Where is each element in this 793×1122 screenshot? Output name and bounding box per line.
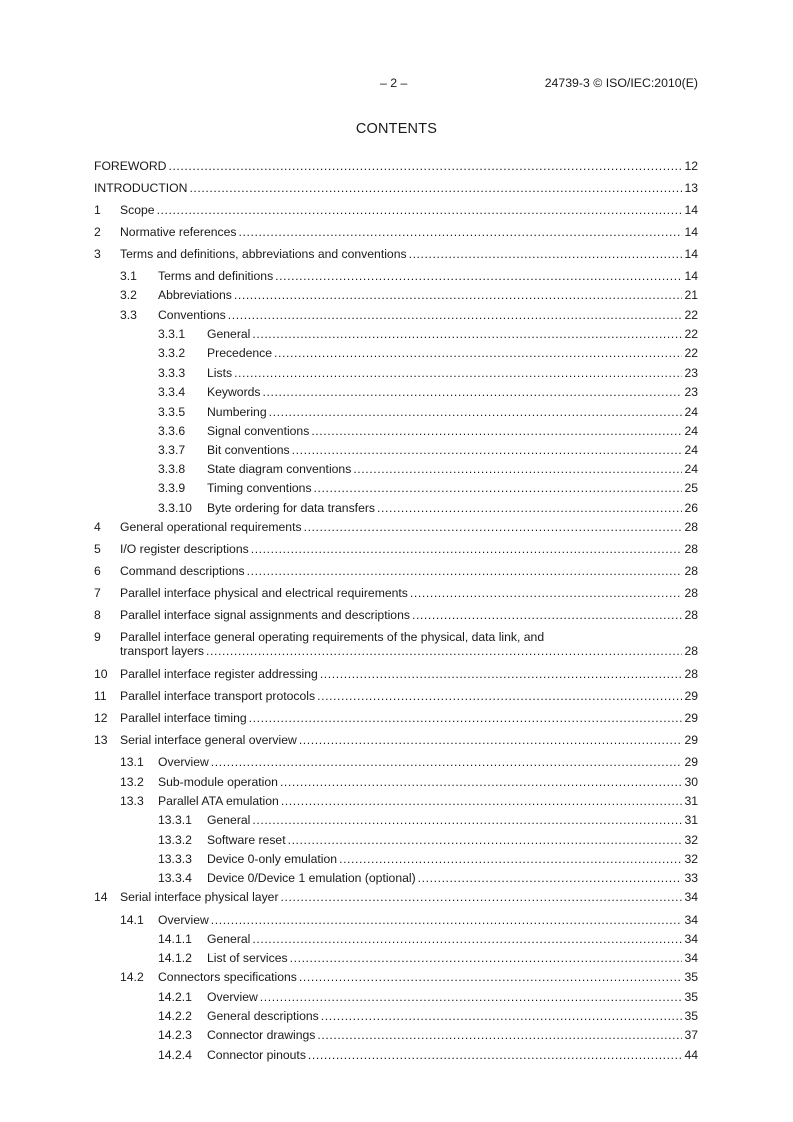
- toc-entry-number: 13: [94, 733, 108, 747]
- toc-entry[interactable]: [94, 890, 698, 904]
- toc-entry[interactable]: [94, 269, 698, 283]
- toc-dot-leader: [377, 501, 682, 515]
- toc-dot-leader: [288, 833, 683, 847]
- toc-entry-number: 14.2.2: [158, 1009, 192, 1023]
- toc-entry-title: State diagram conventions: [207, 462, 352, 476]
- toc-entry[interactable]: [94, 630, 698, 658]
- toc-entry-number: 3: [94, 247, 101, 261]
- toc-dot-leader: [292, 443, 683, 457]
- toc-entry-title: Conventions: [158, 308, 226, 322]
- toc-entry-number: 14.1.2: [158, 951, 192, 965]
- toc-entry-title: Numbering: [207, 405, 267, 419]
- toc-entry-title: List of services: [207, 951, 288, 965]
- toc-dot-leader: [234, 288, 683, 302]
- toc-entry[interactable]: [94, 366, 698, 380]
- toc-entry[interactable]: [94, 424, 698, 438]
- toc-entry-number: 14.2.4: [158, 1048, 192, 1062]
- toc-entry-title: INTRODUCTION: [94, 181, 188, 195]
- toc-entry[interactable]: [94, 308, 698, 322]
- toc-entry-number: 3.3.10: [158, 501, 192, 515]
- toc-entry-title: Command descriptions: [120, 564, 245, 578]
- toc-entry-number: 11: [94, 689, 107, 703]
- toc-entry-number: 3.1: [120, 269, 137, 283]
- toc-entry-page: 34: [684, 913, 698, 927]
- toc-entry-page: 28: [684, 520, 698, 534]
- toc-entry[interactable]: [94, 203, 698, 217]
- toc-entry-page: 29: [684, 755, 698, 769]
- toc-entry[interactable]: [94, 852, 698, 866]
- toc-entry[interactable]: [94, 520, 698, 534]
- toc-entry[interactable]: [94, 794, 698, 808]
- toc-entry-page: 28: [684, 586, 698, 600]
- toc-entry-title: Terms and definitions: [158, 269, 274, 283]
- toc-entry-page: 35: [684, 1009, 698, 1023]
- toc-entry-page: 37: [684, 1028, 698, 1042]
- toc-entry-number: 3.3: [120, 308, 137, 322]
- toc-entry-page: 24: [684, 443, 698, 457]
- toc-entry[interactable]: [94, 932, 698, 946]
- toc-entry[interactable]: [94, 443, 698, 457]
- toc-entry-page: 24: [684, 405, 698, 419]
- toc-entry-page: 31: [684, 794, 698, 808]
- toc-entry-number: 1: [94, 203, 101, 217]
- toc-entry-number: 13.2: [120, 775, 144, 789]
- toc-entry[interactable]: [94, 871, 698, 885]
- toc-dot-leader: [252, 932, 682, 946]
- toc-entry-title: Timing conventions: [207, 481, 312, 495]
- toc-entry-number: 3.3.7: [158, 443, 186, 457]
- toc-entry-number: 14.1: [120, 913, 144, 927]
- toc-entry-page: 24: [684, 424, 698, 438]
- toc-entry-page: 30: [684, 775, 698, 789]
- toc-entry-title: Signal conventions: [207, 424, 310, 438]
- toc-entry[interactable]: [94, 1009, 698, 1023]
- toc-entry-number: 14.2.1: [158, 990, 192, 1004]
- toc-entry-title: Parallel interface transport protocols: [120, 689, 316, 703]
- toc-entry-page: 23: [684, 385, 698, 399]
- toc-entry-page: 35: [684, 990, 698, 1004]
- toc-dot-leader: [211, 755, 683, 769]
- toc-entry-title: Normative references: [120, 225, 237, 239]
- toc-entry[interactable]: [94, 733, 698, 747]
- toc-entry-title: Serial interface physical layer: [120, 890, 279, 904]
- toc-dot-leader: [299, 733, 683, 747]
- toc-entry[interactable]: [94, 501, 698, 515]
- toc-entry-title: Overview: [158, 913, 209, 927]
- toc-dot-leader: [317, 1028, 682, 1042]
- toc-entry-page: 22: [684, 308, 698, 322]
- toc-dot-leader: [418, 871, 683, 885]
- toc-dot-leader: [412, 608, 682, 622]
- toc-entry[interactable]: [94, 586, 698, 600]
- toc-dot-leader: [234, 366, 682, 380]
- toc-dot-leader: [228, 308, 683, 322]
- toc-entry-number: 3.3.8: [158, 462, 186, 476]
- toc-dot-leader: [252, 327, 682, 341]
- toc-entry-number: 13.3.4: [158, 871, 192, 885]
- toc-entry-number: 3.3.6: [158, 424, 186, 438]
- toc-entry-title: Connector pinouts: [207, 1048, 306, 1062]
- toc-entry-number: 13.3.2: [158, 833, 192, 847]
- toc-dot-leader: [263, 385, 683, 399]
- toc-entry-title: Parallel ATA emulation: [158, 794, 279, 808]
- toc-entry[interactable]: [94, 542, 698, 556]
- toc-entry-number: 14.1.1: [158, 932, 192, 946]
- toc-dot-leader: [320, 667, 683, 681]
- toc-entry[interactable]: [94, 689, 698, 703]
- toc-entry-title: Device 0/Device 1 emulation (optional): [207, 871, 416, 885]
- toc-entry-page: 22: [684, 327, 698, 341]
- toc-entry-number: 3.3.1: [158, 327, 186, 341]
- toc-entry-number: 14.2.3: [158, 1028, 192, 1042]
- toc-entry-title: Serial interface general overview: [120, 733, 297, 747]
- toc-entry-number: 6: [94, 564, 101, 578]
- toc-dot-leader: [252, 813, 682, 827]
- toc-entry-title: Device 0-only emulation: [207, 852, 338, 866]
- toc-entry-number: 4: [94, 520, 101, 534]
- toc-entry-number: 3.2: [120, 288, 137, 302]
- toc-entry-title: General operational requirements: [120, 520, 302, 534]
- toc-entry-title: Sub-module operation: [158, 775, 278, 789]
- toc-entry-page: 28: [684, 542, 698, 556]
- toc-dot-leader: [410, 586, 683, 600]
- toc-entry-page: 21: [684, 288, 698, 302]
- contents-title: CONTENTS: [355, 121, 438, 137]
- toc-dot-leader: [239, 225, 683, 239]
- toc-entry-title-continued: transport layers: [120, 644, 204, 658]
- toc-entry-title: Software reset: [207, 833, 286, 847]
- toc-dot-leader: [353, 462, 682, 476]
- toc-entry-title: Connectors specifications: [158, 970, 297, 984]
- toc-entry-page: 34: [684, 951, 698, 965]
- toc-entry-page: 29: [684, 711, 698, 725]
- toc-entry-number: 7: [94, 586, 101, 600]
- toc-dot-leader: [280, 775, 683, 789]
- toc-entry-number: 13.3: [120, 794, 144, 808]
- toc-entry[interactable]: [94, 225, 698, 239]
- toc-entry-title: General: [207, 813, 251, 827]
- toc-entry-page: 24: [684, 462, 698, 476]
- toc-dot-leader: [260, 990, 683, 1004]
- toc-entry[interactable]: [94, 711, 698, 725]
- toc-entry-page: 23: [684, 366, 698, 380]
- toc-entry-page: 14: [684, 269, 698, 283]
- toc-entry-number: 13.3.3: [158, 852, 192, 866]
- toc-entry-title: Lists: [207, 366, 233, 380]
- toc-entry-page: 32: [684, 852, 698, 866]
- toc-dot-leader: [168, 159, 682, 173]
- toc-entry-number: 14: [94, 890, 108, 904]
- toc-entry-page: 22: [684, 346, 698, 360]
- toc-dot-leader: [274, 346, 682, 360]
- toc-entry-title: Parallel interface physical and electrical requirements: [120, 586, 408, 600]
- toc-entry[interactable]: [94, 462, 698, 476]
- toc-entry-number: 5: [94, 542, 101, 556]
- toc-entry-title: Parallel interface timing: [120, 711, 247, 725]
- toc-entry[interactable]: [94, 327, 698, 341]
- toc-entry-number: 3.3.2: [158, 346, 186, 360]
- toc-entry-page: 29: [684, 733, 698, 747]
- toc-entry-page: 28: [684, 564, 698, 578]
- toc-entry-title: Bit conventions: [207, 443, 290, 457]
- toc-entry-page: 26: [684, 501, 698, 515]
- toc-entry-page: 14: [684, 203, 698, 217]
- toc-entry-title: General descriptions: [207, 1009, 319, 1023]
- toc-entry-title: General: [207, 327, 251, 341]
- toc-dot-leader: [281, 890, 683, 904]
- toc-entry-page: 28: [684, 644, 698, 658]
- toc-entry-number: 3.3.5: [158, 405, 186, 419]
- toc-entry-title: Overview: [207, 990, 258, 1004]
- toc-entry-page: 29: [684, 689, 698, 703]
- toc-entry-page: 33: [684, 871, 698, 885]
- toc-entry-title: Precedence: [207, 346, 273, 360]
- toc-entry[interactable]: [94, 1028, 698, 1042]
- toc-entry[interactable]: [94, 385, 698, 399]
- document-reference: 24739-3 © ISO/IEC:2010(E): [544, 76, 698, 90]
- toc-dot-leader: [321, 1009, 683, 1023]
- toc-dot-leader: [249, 711, 683, 725]
- toc-entry[interactable]: [94, 247, 698, 261]
- toc-entry-number: 3.3.3: [158, 366, 186, 380]
- toc-entry-title: Parallel interface general operating requirements of the physical, data link, and: [120, 630, 545, 644]
- toc-entry[interactable]: [94, 970, 698, 984]
- toc-entry[interactable]: [94, 481, 698, 495]
- toc-entry-number: 13.1: [120, 755, 144, 769]
- toc-entry-title: Terms and definitions, abbreviations and conventions: [120, 247, 407, 261]
- toc-entry[interactable]: [94, 288, 698, 302]
- toc-entry[interactable]: [94, 913, 698, 927]
- toc-dot-leader: [189, 181, 682, 195]
- toc-dot-leader: [311, 424, 682, 438]
- toc-dot-leader: [308, 1048, 683, 1062]
- toc-dot-leader: [290, 951, 683, 965]
- toc-entry[interactable]: [94, 951, 698, 965]
- toc-dot-leader: [304, 520, 683, 534]
- toc-entry-page: 35: [684, 970, 698, 984]
- toc-entry[interactable]: [94, 608, 698, 622]
- toc-entry-page: 14: [684, 247, 698, 261]
- toc-entry[interactable]: [94, 990, 698, 1004]
- toc-entry-title: Connector drawings: [207, 1028, 316, 1042]
- toc-entry-title: Overview: [158, 755, 209, 769]
- toc-entry-number: 8: [94, 608, 101, 622]
- toc-entry[interactable]: [94, 775, 698, 789]
- toc-dot-leader: [275, 269, 682, 283]
- toc-entry-title: I/O register descriptions: [120, 542, 249, 556]
- toc-entry[interactable]: [94, 405, 698, 419]
- toc-entry-number: 3.3.4: [158, 385, 186, 399]
- toc-dot-leader: [206, 644, 682, 658]
- toc-dot-leader: [317, 689, 682, 703]
- toc-entry-page: 12: [684, 159, 698, 173]
- toc-entry-number: 14.2: [120, 970, 144, 984]
- toc-entry-number: 10: [94, 667, 108, 681]
- toc-entry-title: General: [207, 932, 251, 946]
- toc-entry-page: 28: [684, 608, 698, 622]
- toc-entry[interactable]: [94, 159, 698, 173]
- toc-dot-leader: [269, 405, 683, 419]
- toc-dot-leader: [211, 913, 683, 927]
- toc-entry-page: 31: [684, 813, 698, 827]
- toc-entry-page: 34: [684, 890, 698, 904]
- toc-entry[interactable]: [94, 667, 698, 681]
- toc-dot-leader: [314, 481, 683, 495]
- toc-entry-title: Parallel interface signal assignments and descriptions: [120, 608, 410, 622]
- toc-entry-page: 44: [684, 1048, 698, 1062]
- toc-dot-leader: [157, 203, 683, 217]
- toc-entry-page: 13: [684, 181, 698, 195]
- toc-entry[interactable]: [94, 1048, 698, 1062]
- toc-entry[interactable]: [94, 346, 698, 360]
- toc-entry[interactable]: [94, 813, 698, 827]
- toc-entry-title: Scope: [120, 203, 155, 217]
- toc-dot-leader: [299, 970, 683, 984]
- toc-dot-leader: [409, 247, 683, 261]
- toc-entry-number: 9: [94, 630, 101, 644]
- toc-entry-title: FOREWORD: [94, 159, 167, 173]
- toc-entry[interactable]: [94, 833, 698, 847]
- toc-entry[interactable]: [94, 755, 698, 769]
- toc-dot-leader: [247, 564, 683, 578]
- toc-entry-title: Abbreviations: [158, 288, 232, 302]
- toc-entry-number: 3.3.9: [158, 481, 186, 495]
- toc-entry-title: Keywords: [207, 385, 261, 399]
- toc-entry[interactable]: [94, 181, 698, 195]
- toc-dot-leader: [281, 794, 683, 808]
- toc-entry-page: 14: [684, 225, 698, 239]
- toc-dot-leader: [251, 542, 683, 556]
- toc-entry-number: 13.3.1: [158, 813, 192, 827]
- toc-entry-page: 25: [684, 481, 698, 495]
- toc-entry-title: Parallel interface register addressing: [120, 667, 318, 681]
- toc-entry-number: 12: [94, 711, 108, 725]
- toc-entry-page: 32: [684, 833, 698, 847]
- toc-dot-leader: [339, 852, 682, 866]
- toc-entry-page: 28: [684, 667, 698, 681]
- toc-entry[interactable]: [94, 564, 698, 578]
- toc-entry-page: 34: [684, 932, 698, 946]
- toc-entry-title: Byte ordering for data transfers: [207, 501, 376, 515]
- page-number: – 2 –: [380, 76, 408, 90]
- toc-entry-number: 2: [94, 225, 101, 239]
